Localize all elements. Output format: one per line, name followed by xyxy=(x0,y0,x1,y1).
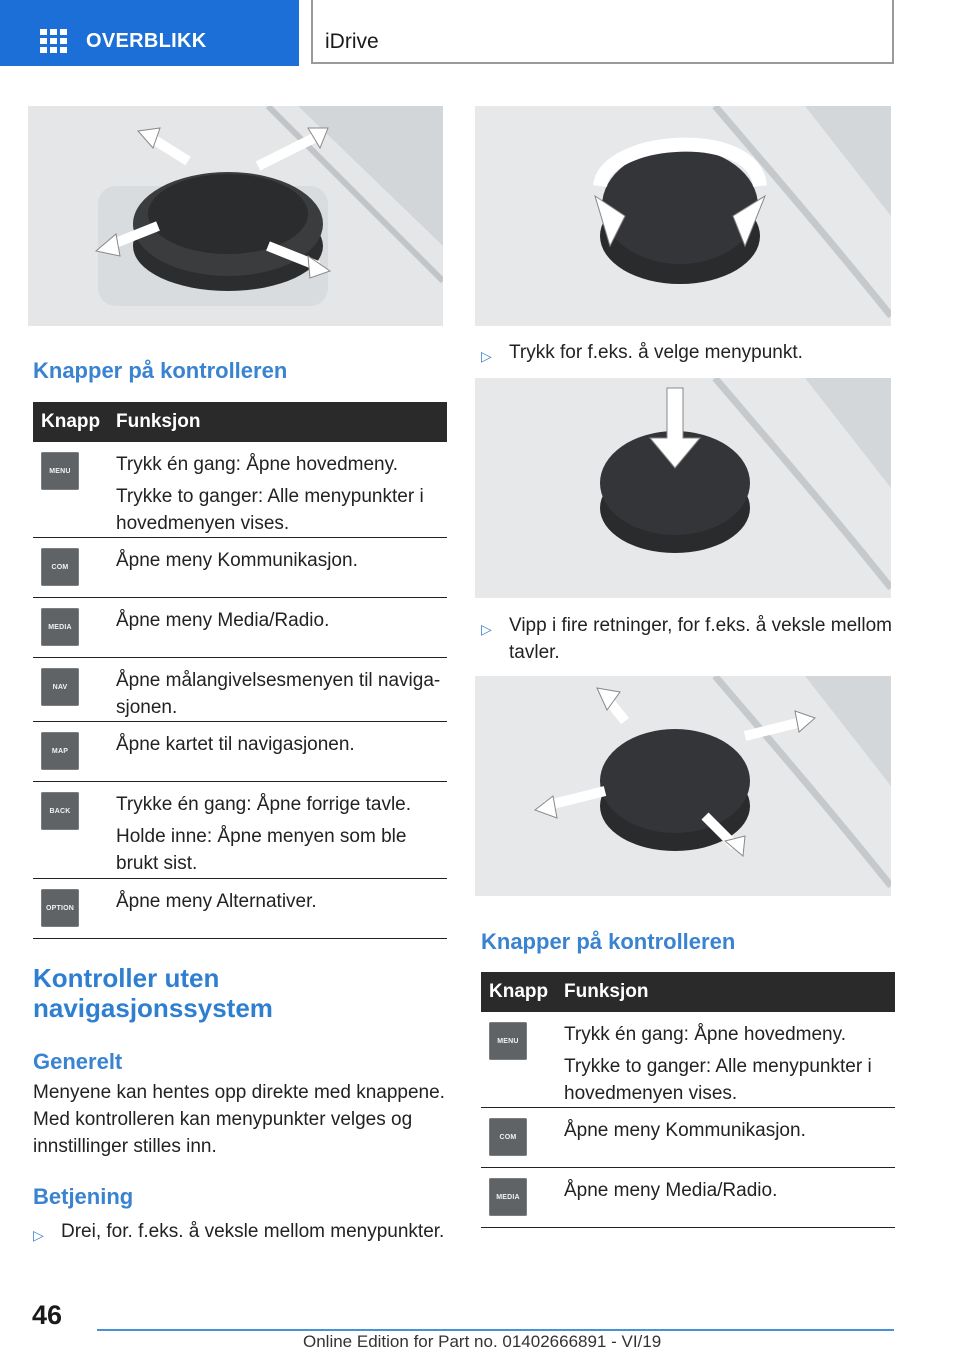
function-text: Trykk én gang: Åpne hovedmeny. xyxy=(116,454,398,475)
function-text: Åpne meny Media/Radio. xyxy=(116,610,330,631)
table-header xyxy=(481,972,895,1012)
bullet-press: ▷ Trykk for f.eks. å velge menypunkt. xyxy=(481,339,895,367)
generelt-paragraph: Menyene kan hentes opp direkte med knappene. Med kontrolleren kan menypunkter velges og innstillinger stilles inn. xyxy=(33,1082,445,1157)
top-bar xyxy=(0,0,960,66)
function-text: Åpne meny Media/Radio. xyxy=(564,1180,778,1201)
section-title-left: Knapper på kontrolleren xyxy=(33,358,288,383)
grid-icon xyxy=(40,29,67,53)
key-table-left xyxy=(33,402,447,939)
triangle-bullet-icon: ▷ xyxy=(481,621,492,637)
function-text: Åpne meny Kommunikasjon. xyxy=(564,1120,806,1141)
table-row xyxy=(33,598,447,658)
table-row xyxy=(33,879,447,939)
function-text: Trykke én gang: Åpne forrige tavle. xyxy=(116,794,412,815)
chapter-tab[interactable] xyxy=(311,0,894,64)
media-key-icon: MEDIA xyxy=(489,1178,527,1216)
header-key: Knapp xyxy=(489,981,549,1002)
triangle-bullet-icon: ▷ xyxy=(33,1227,44,1243)
table-row xyxy=(33,722,447,782)
table-row xyxy=(33,442,447,538)
triangle-bullet-icon: ▷ xyxy=(481,348,492,364)
chapter-title: iDrive xyxy=(325,30,379,53)
option-key-icon: OPTION xyxy=(41,889,79,927)
betjening-heading: Betjening xyxy=(33,1184,134,1209)
table-row xyxy=(33,658,447,722)
table-header xyxy=(33,402,447,442)
map-key-icon: MAP xyxy=(41,732,79,770)
menu-key-icon: MENU xyxy=(41,452,79,490)
function-text: Åpne kartet til navigasjonen. xyxy=(116,734,355,755)
bullet-rotate: ▷ Drei, for. f.eks. å veksle mellom menypunkter. xyxy=(33,1218,453,1246)
function-text: Holde inne: Åpne menyen som ble brukt sist. xyxy=(116,826,407,874)
back-key-icon: BACK xyxy=(41,792,79,830)
header-key: Knapp xyxy=(41,411,101,432)
header-function: Funksjon xyxy=(564,981,649,1002)
function-text: Trykke to ganger: Alle menypunkter i hovedmenyen vises. xyxy=(116,486,424,534)
footer-divider xyxy=(97,1329,894,1331)
function-text: Åpne meny Kommunikasjon. xyxy=(116,550,358,571)
com-key-icon: COM xyxy=(41,548,79,586)
function-text: Trykke to ganger: Alle menypunkter i hovedmenyen vises. xyxy=(564,1056,872,1104)
bullet-tilt: ▷ Vipp i fire retninger, for f.eks. å veksle mellom tavler. xyxy=(481,615,892,663)
edition-text: Online Edition for Part no. 01402666891 - VI/19 xyxy=(303,1332,662,1351)
overview-nav-button[interactable] xyxy=(0,0,299,66)
nav-key-icon: NAV xyxy=(41,668,79,706)
controller-rotate-photo xyxy=(475,106,891,326)
function-text: Åpne målangivelsesmenyen til navigasjonen. xyxy=(116,670,441,718)
function-text: Åpne meny Alternativer. xyxy=(116,891,317,912)
table-row xyxy=(33,782,447,879)
page-number: 46 xyxy=(32,1300,63,1330)
table-row xyxy=(481,1108,895,1168)
com-key-icon: COM xyxy=(489,1118,527,1156)
media-key-icon: MEDIA xyxy=(41,608,79,646)
menu-key-icon: MENU xyxy=(489,1022,527,1060)
table-row xyxy=(481,1012,895,1108)
table-row xyxy=(481,1168,895,1228)
key-table-right xyxy=(481,972,895,1228)
section-title-right: Knapper på kontrolleren xyxy=(481,929,736,954)
header-function: Funksjon xyxy=(116,411,201,432)
overview-nav-label: OVERBLIKK xyxy=(86,30,207,52)
controller-press-photo xyxy=(475,378,891,598)
table-row xyxy=(33,538,447,598)
generelt-heading: Generelt xyxy=(33,1049,123,1074)
controller-tilt-photo-left xyxy=(28,106,443,326)
function-text: Trykk én gang: Åpne hovedmeny. xyxy=(564,1024,846,1045)
controller-tilt-photo-right xyxy=(475,676,891,896)
chapter-heading: Kontroller uten navigasjonssystem xyxy=(33,963,273,1023)
